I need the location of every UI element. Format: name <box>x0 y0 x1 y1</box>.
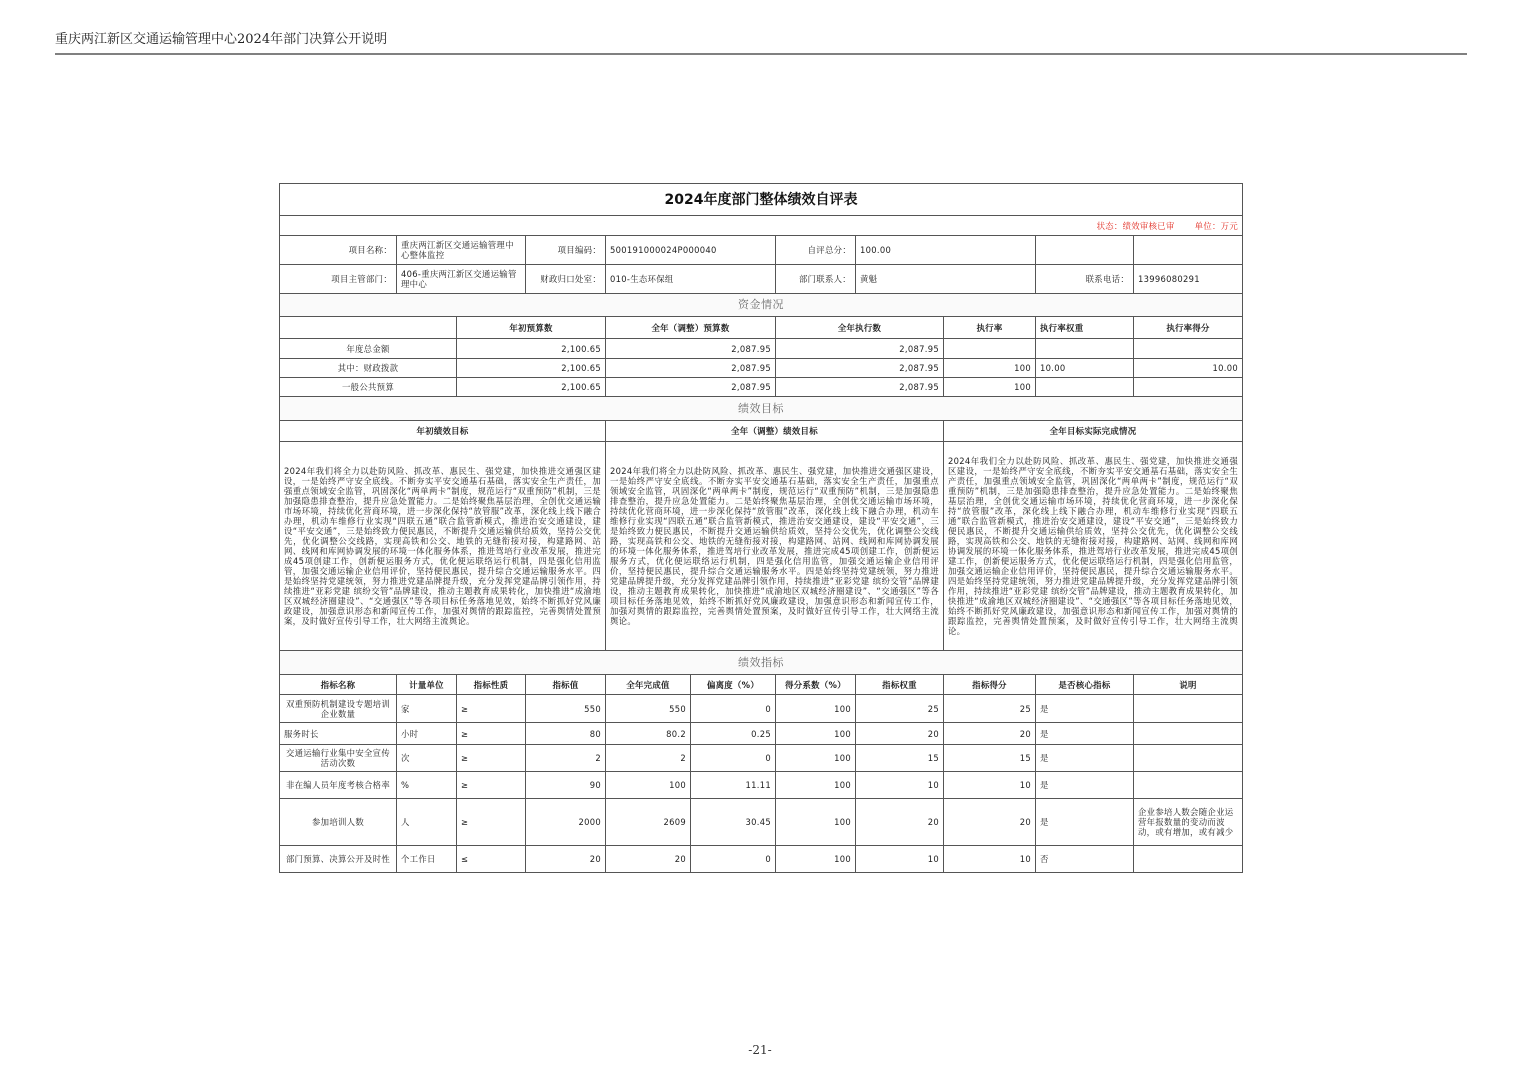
funds-header-weight: 执行率权重 <box>1036 317 1134 339</box>
department-value: 406-重庆两江新区交通运输管理中心 <box>397 265 526 294</box>
indicator-score: 10 <box>944 846 1036 873</box>
indicator-coefficient: 100 <box>776 846 856 873</box>
indicator-header-unit: 计量单位 <box>397 675 457 695</box>
empty-cell <box>280 317 457 339</box>
empty-cell <box>1134 236 1243 265</box>
indicator-nature: ≥ <box>457 745 526 772</box>
indicator-note <box>1134 745 1243 772</box>
indicator-note <box>1134 846 1243 873</box>
indicator-deviation: 0 <box>691 745 776 772</box>
title-row <box>280 184 1243 216</box>
goal-actual-text: 2024年我们全力以赴防风险、抓改革、惠民生、强党建，加快推进交通强区建设，一是始终严守安全底线，不断夯实平安交通基石基础，落实安全生产责任，加强重点领域安全监管，巩固深化“两单两卡”制度，规范运行“双重预防”机制，三是加强隐患排查整治，提升应急处置能力。二是始终聚焦基层治理，全创优交通运输市场环境，持续优化营商环境，进一步深化保持“放管服”改革，深化线上线下融合办理，机动车维修行业实现“四联五通”联合监管新模式，推进治安交通建设，建设“平安交通”，三是始终致力便民惠民，不断提升交通运输供给质效，坚持公交优先，优化调整公交线路，实现高铁和公交、地铁的无缝衔接对接，构建路网、站网、线网和库网协调发展的环境一体化服务体系，推进驾培行业改革发展，推进完成45项创建工作，创新便运服务方式，优化便运联络运行机制，四是强化信用监管，加强交通运输企业信用评价，坚持便民惠民，提升综合交通运输服务水平。四是始终坚持党建统领，努力推进党建品牌提升级，充分发挥党建品牌引领作用，持续推进“亚彩党建 缤纷交管”品牌建设，推动主题教育成果转化，加快推进“成渝地区双城经济圈建设”、“交通强区”等各项目标任务落地见效，始终不断抓好党风廉政建设，加强意识形态和新闻宣传工作，加强对舆情的跟踪监控，完善舆情处置预案，及时做好宣传引导工作，壮大网络主流舆论。 <box>944 442 1243 651</box>
indicators-header-row <box>280 675 1243 695</box>
indicator-actual: 550 <box>606 695 691 723</box>
indicator-target: 20 <box>526 846 606 873</box>
funds-row <box>280 339 1243 359</box>
indicator-row <box>280 772 1243 799</box>
funds-header-executed: 全年执行数 <box>776 317 944 339</box>
indicator-score: 20 <box>944 799 1036 846</box>
indicator-actual: 20 <box>606 846 691 873</box>
phone-value: 13996080291 <box>1134 265 1243 294</box>
indicator-header-name: 指标名称 <box>280 675 397 695</box>
empty-cell <box>1036 236 1134 265</box>
goals-header-adjusted: 全年（调整）绩效目标 <box>606 421 944 442</box>
indicator-nature: ≤ <box>457 846 526 873</box>
funds-header-initial: 年初预算数 <box>457 317 606 339</box>
goals-content-row <box>280 442 1243 651</box>
indicator-core: 是 <box>1036 723 1134 745</box>
indicator-header-target: 指标值 <box>526 675 606 695</box>
indicator-target: 2000 <box>526 799 606 846</box>
goals-section-row <box>280 397 1243 421</box>
project-code-label: 项目编码： <box>526 236 606 265</box>
indicator-name: 服务时长 <box>280 723 397 745</box>
indicator-core: 否 <box>1036 846 1134 873</box>
funds-executed: 2,087.95 <box>776 359 944 378</box>
indicator-actual: 2609 <box>606 799 691 846</box>
indicator-score: 25 <box>944 695 1036 723</box>
funds-row-label: 年度总金额 <box>280 339 457 359</box>
indicator-core: 是 <box>1036 772 1134 799</box>
funds-header-rate: 执行率 <box>944 317 1036 339</box>
indicator-nature: ≥ <box>457 695 526 723</box>
indicator-weight: 25 <box>856 695 944 723</box>
funds-rate <box>944 339 1036 359</box>
indicator-weight: 10 <box>856 772 944 799</box>
goals-section-title: 绩效目标 <box>280 397 1243 421</box>
funds-row <box>280 378 1243 397</box>
project-row-1 <box>280 236 1243 265</box>
indicator-core: 是 <box>1036 799 1134 846</box>
status-row <box>280 216 1243 236</box>
funds-adjusted: 2,087.95 <box>606 359 776 378</box>
indicators-section-title: 绩效指标 <box>280 651 1243 675</box>
indicator-name: 双重预防机制建设专题培训企业数量 <box>280 695 397 723</box>
indicator-coefficient: 100 <box>776 695 856 723</box>
indicator-deviation: 0 <box>691 846 776 873</box>
funds-rate: 100 <box>944 359 1036 378</box>
indicator-coefficient: 100 <box>776 772 856 799</box>
indicator-note <box>1134 723 1243 745</box>
indicator-target: 2 <box>526 745 606 772</box>
indicator-note <box>1134 772 1243 799</box>
finance-office-value: 010-生态环保组 <box>606 265 776 294</box>
indicator-actual: 80.2 <box>606 723 691 745</box>
indicator-weight: 15 <box>856 745 944 772</box>
indicator-header-weight: 指标权重 <box>856 675 944 695</box>
indicator-unit: 人 <box>397 799 457 846</box>
funds-initial: 2,100.65 <box>457 378 606 397</box>
goals-header-actual: 全年目标实际完成情况 <box>944 421 1243 442</box>
indicator-coefficient: 100 <box>776 799 856 846</box>
goals-header-initial: 年初绩效目标 <box>280 421 606 442</box>
contact-person-label: 部门联系人： <box>776 265 856 294</box>
indicator-coefficient: 100 <box>776 723 856 745</box>
funds-executed: 2,087.95 <box>776 339 944 359</box>
indicator-unit: 个工作日 <box>397 846 457 873</box>
indicator-weight: 20 <box>856 723 944 745</box>
finance-office-label: 财政归口处室： <box>526 265 606 294</box>
funds-weight <box>1036 339 1134 359</box>
form-title: 2024年度部门整体绩效自评表 <box>280 184 1243 216</box>
funds-section-row <box>280 294 1243 317</box>
indicator-note: 企业参培人数会随企业运营年报数量的变动而波动，或有增加，或有减少 <box>1134 799 1243 846</box>
funds-row-label: 其中：财政拨款 <box>280 359 457 378</box>
indicator-header-score: 指标得分 <box>944 675 1036 695</box>
goals-header-row <box>280 421 1243 442</box>
indicators-section-row <box>280 651 1243 675</box>
department-label: 项目主管部门： <box>280 265 397 294</box>
funds-header-adjusted: 全年（调整）预算数 <box>606 317 776 339</box>
indicator-deviation: 0 <box>691 695 776 723</box>
contact-person-value: 黄魁 <box>856 265 1036 294</box>
unit-label: 单位：万元 <box>1194 220 1239 231</box>
funds-section-title: 资金情况 <box>280 294 1243 317</box>
indicator-unit: % <box>397 772 457 799</box>
indicator-name: 交通运输行业集中安全宣传活动次数 <box>280 745 397 772</box>
indicator-deviation: 11.11 <box>691 772 776 799</box>
project-name-value: 重庆两江新区交通运输管理中心整体监控 <box>397 236 526 265</box>
indicator-name: 参加培训人数 <box>280 799 397 846</box>
funds-adjusted: 2,087.95 <box>606 378 776 397</box>
indicator-target: 80 <box>526 723 606 745</box>
indicator-header-coefficient: 得分系数（%） <box>776 675 856 695</box>
indicator-unit: 次 <box>397 745 457 772</box>
funds-weight <box>1036 378 1134 397</box>
status-label: 状态：绩效审核已审 <box>1096 220 1175 231</box>
indicator-header-nature: 指标性质 <box>457 675 526 695</box>
funds-score <box>1134 378 1243 397</box>
self-score-label: 自评总分： <box>776 236 856 265</box>
indicator-row <box>280 745 1243 772</box>
project-row-2 <box>280 265 1243 294</box>
indicator-row <box>280 846 1243 873</box>
funds-executed: 2,087.95 <box>776 378 944 397</box>
indicator-name: 部门预算、决算公开及时性 <box>280 846 397 873</box>
indicator-actual: 2 <box>606 745 691 772</box>
indicator-actual: 100 <box>606 772 691 799</box>
funds-score: 10.00 <box>1134 359 1243 378</box>
indicator-row <box>280 723 1243 745</box>
status-bar <box>280 216 1243 236</box>
indicator-score: 20 <box>944 723 1036 745</box>
indicator-target: 550 <box>526 695 606 723</box>
indicator-core: 是 <box>1036 695 1134 723</box>
indicator-note <box>1134 695 1243 723</box>
funds-adjusted: 2,087.95 <box>606 339 776 359</box>
indicator-weight: 20 <box>856 799 944 846</box>
indicator-target: 90 <box>526 772 606 799</box>
indicator-deviation: 0.25 <box>691 723 776 745</box>
funds-rate: 100 <box>944 378 1036 397</box>
goal-initial-text: 2024年我们将全力以赴防风险、抓改革、惠民生、强党建，加快推进交通强区建设，一是始终严守安全底线。不断夯实平安交通基石基础，落实安全生产责任，加强重点领域安全监管，巩固深化“两单两卡”制度，规范运行“双重预防”机制，三是加强隐患排查整治，提升应急处置能力。二是始终聚焦基层治理，全创优交通运输市场环境，持续优化营商环境，进一步深化保持“放管服”改革，深化线上线下融合办理，机动车维修行业实现“四联五通”联合监管新模式，推进治安交通建设，建设“平安交通”，三是始终致力便民惠民，不断提升交通运输供给质效，坚持公交优先，优化调整公交线路，实现高铁和公交、地铁的无缝衔接对接，构建路网、站网、线网和库网协调发展的环境一体化服务体系，推进驾培行业改革发展，推进完成45项创建工作，创新便运服务方式，优化便运联络运行机制，四是强化信用监管，加强交通运输企业信用评价，坚持便民惠民，提升综合交通运输服务水平。四是始终坚持党建统领，努力推进党建品牌提升级，充分发挥党建品牌引领作用，持续推进“亚彩党建 缤纷交管”品牌建设，推动主题教育成果转化，加快推进“成渝地区双城经济圈建设”、“交通强区”等各项目标任务落地见效，始终不断抓好党风廉政建设，加强意识形态和新闻宣传工作，加强对舆情的跟踪监控，完善舆情处置预案，及时做好宣传引导工作，壮大网络主流舆论。 <box>280 442 606 651</box>
indicator-score: 15 <box>944 745 1036 772</box>
header-divider <box>55 53 1467 55</box>
goal-adjusted-text: 2024年我们将全力以赴防风险、抓改革、惠民生、强党建，加快推进交通强区建设，一是始终严守安全底线。不断夯实平安交通基石基础，落实安全生产责任，加强重点领域安全监管，巩固深化“两单两卡”制度，规范运行“双重预防”机制，三是加强隐患排查整治，提升应急处置能力。二是始终聚焦基层治理，全创优交通运输市场环境，持续优化营商环境，进一步深化保持“放管服”改革，深化线上线下融合办理，机动车维修行业实现“四联五通”联合监管新模式，推进治安交通建设，建设“平安交通”，三是始终致力便民惠民，不断提升交通运输供给质效，坚持公交优先，优化调整公交线路，实现高铁和公交、地铁的无缝衔接对接，构建路网、站网、线网和库网协调发展的环境一体化服务体系，推进驾培行业改革发展，推进完成45项创建工作，创新便运服务方式，优化便运联络运行机制，四是强化信用监管，加强交通运输企业信用评价，坚持便民惠民，提升综合交通运输服务水平。四是始终坚持党建统领，努力推进党建品牌提升级，充分发挥党建品牌引领作用，持续推进“亚彩党建 缤纷交管”品牌建设，推动主题教育成果转化，加快推进“成渝地区双城经济圈建设”、“交通强区”等各项目标任务落地见效，始终不断抓好党风廉政建设，加强意识形态和新闻宣传工作，加强对舆情的跟踪监控，完善舆情处置预案，及时做好宣传引导工作，壮大网络主流舆论。 <box>606 442 944 651</box>
funds-row <box>280 359 1243 378</box>
funds-header-row <box>280 317 1243 339</box>
funds-initial: 2,100.65 <box>457 359 606 378</box>
indicator-deviation: 30.45 <box>691 799 776 846</box>
indicator-nature: ≥ <box>457 772 526 799</box>
funds-score <box>1134 339 1243 359</box>
indicator-row <box>280 695 1243 723</box>
phone-label: 联系电话： <box>1036 265 1134 294</box>
indicator-name: 非在编人员年度考核合格率 <box>280 772 397 799</box>
indicator-header-note: 说明 <box>1134 675 1243 695</box>
project-name-label: 项目名称： <box>280 236 397 265</box>
indicator-row <box>280 799 1243 846</box>
document-header-title: 重庆两江新区交通运输管理中心2024年部门决算公开说明 <box>55 32 388 47</box>
indicator-nature: ≥ <box>457 723 526 745</box>
self-score-value: 100.00 <box>856 236 1036 265</box>
indicator-coefficient: 100 <box>776 745 856 772</box>
indicator-header-core: 是否核心指标 <box>1036 675 1134 695</box>
indicator-unit: 小时 <box>397 723 457 745</box>
page-number: -21- <box>748 1043 772 1057</box>
funds-row-label: 一般公共预算 <box>280 378 457 397</box>
performance-self-evaluation-table <box>279 183 1243 873</box>
indicator-score: 10 <box>944 772 1036 799</box>
funds-weight: 10.00 <box>1036 359 1134 378</box>
indicator-unit: 家 <box>397 695 457 723</box>
indicator-core: 是 <box>1036 745 1134 772</box>
project-code-value: 500191000024P000040 <box>606 236 776 265</box>
indicator-nature: ≥ <box>457 799 526 846</box>
funds-initial: 2,100.65 <box>457 339 606 359</box>
indicator-header-deviation: 偏离度（%） <box>691 675 776 695</box>
indicator-header-actual: 全年完成值 <box>606 675 691 695</box>
funds-header-score: 执行率得分 <box>1134 317 1243 339</box>
indicator-weight: 10 <box>856 846 944 873</box>
